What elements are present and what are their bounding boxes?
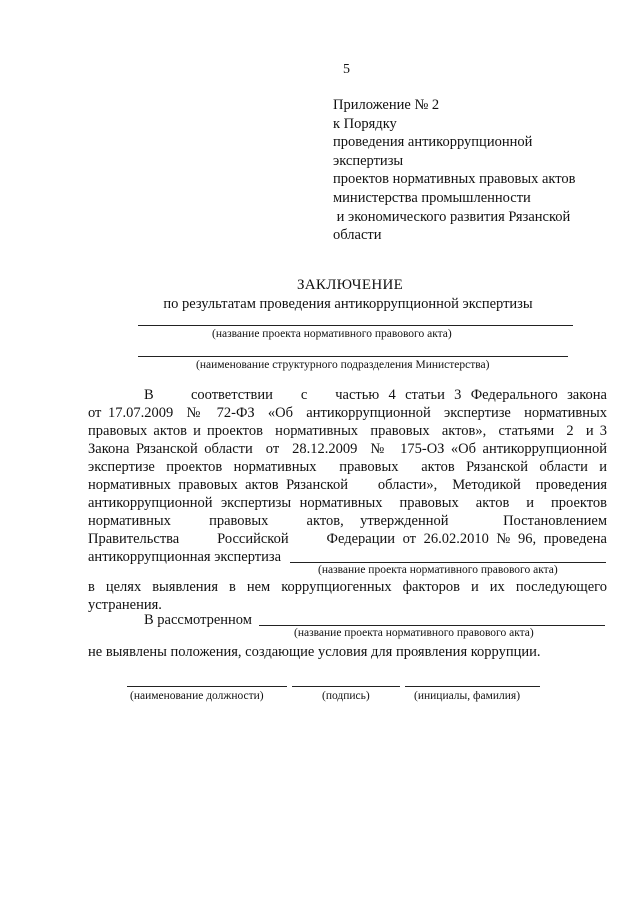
paragraph-line: нормативных правовых актов Рязанской области», Методикой проведения xyxy=(88,477,607,493)
signature-blank-line xyxy=(292,686,400,687)
appendix-line: проектов нормативных правовых актов xyxy=(333,171,576,188)
division-blank-line xyxy=(138,356,568,357)
appendix-line: Приложение № 2 xyxy=(333,97,440,113)
appendix-line: экспертизы xyxy=(333,152,404,169)
act-name-caption-2: (название проекта нормативного правового акта) xyxy=(318,564,558,576)
paragraph-last-line: антикоррупционная экспертиза xyxy=(88,549,282,565)
position-caption: (наименование должности) xyxy=(130,690,264,702)
paragraph-line: нормативных правовых актов, утвержденной Постановлением xyxy=(88,513,607,529)
paragraph2-lead: В рассмотренном xyxy=(144,612,252,628)
signature-caption: (подпись) xyxy=(322,690,370,702)
act-name-caption: (название проекта нормативного правового акта) xyxy=(212,328,452,340)
appendix-line: министерства промышленности xyxy=(333,189,531,206)
position-blank-line xyxy=(127,686,287,687)
appendix-header xyxy=(333,96,576,245)
paragraph-line: В соответствии с частью 4 статьи 3 Федерального закона xyxy=(144,387,607,403)
act-name-blank-line xyxy=(138,325,573,326)
appendix-line: проведения антикоррупционной xyxy=(333,134,533,151)
appendix-line: к Порядку xyxy=(333,115,397,132)
paragraph-line: Правительства Российской Федерации от 26.02.2010 № 96, проведена xyxy=(88,531,607,547)
appendix-line: и экономического развития Рязанской xyxy=(333,208,571,225)
division-caption: (наименование структурного подразделения Министерства) xyxy=(196,359,490,371)
document-subtitle: по результатам проведения антикоррупционной экспертизы xyxy=(163,296,533,312)
name-caption: (инициалы, фамилия) xyxy=(414,690,521,702)
document-title: ЗАКЛЮЧЕНИЕ xyxy=(296,277,404,293)
act-name-blank-line-2 xyxy=(290,562,606,563)
act-name-caption-3: (название проекта нормативного правового акта) xyxy=(294,627,534,639)
paragraph-line: Закона Рязанской области от 28.12.2009 № 175-ОЗ «Об антикоррупционной xyxy=(88,441,607,457)
paragraph-line: от 17.07.2009 № 72-ФЗ «Об антикоррупционной экспертизе нормативных xyxy=(88,405,607,421)
paragraph-line: антикоррупционной экспертизы нормативных правовых актов и проектов xyxy=(88,495,607,511)
paragraph-line: в целях выявления в нем коррупциогенных факторов и их последующего xyxy=(88,579,607,595)
paragraph2-conclusion: не выявлены положения, создающие условия для проявления коррупции. xyxy=(88,644,541,660)
name-blank-line xyxy=(405,686,540,687)
paragraph-line: устранения. xyxy=(88,597,162,613)
appendix-line: области xyxy=(333,227,382,244)
page-number: 5 xyxy=(343,62,350,77)
act-name-blank-line-3 xyxy=(259,625,605,626)
paragraph-line: правовых актов и проектов нормативных правовых актов», статьями 2 и 3 xyxy=(88,423,607,439)
paragraph-line: экспертизе проектов нормативных правовых актов Рязанской области и xyxy=(88,459,607,475)
